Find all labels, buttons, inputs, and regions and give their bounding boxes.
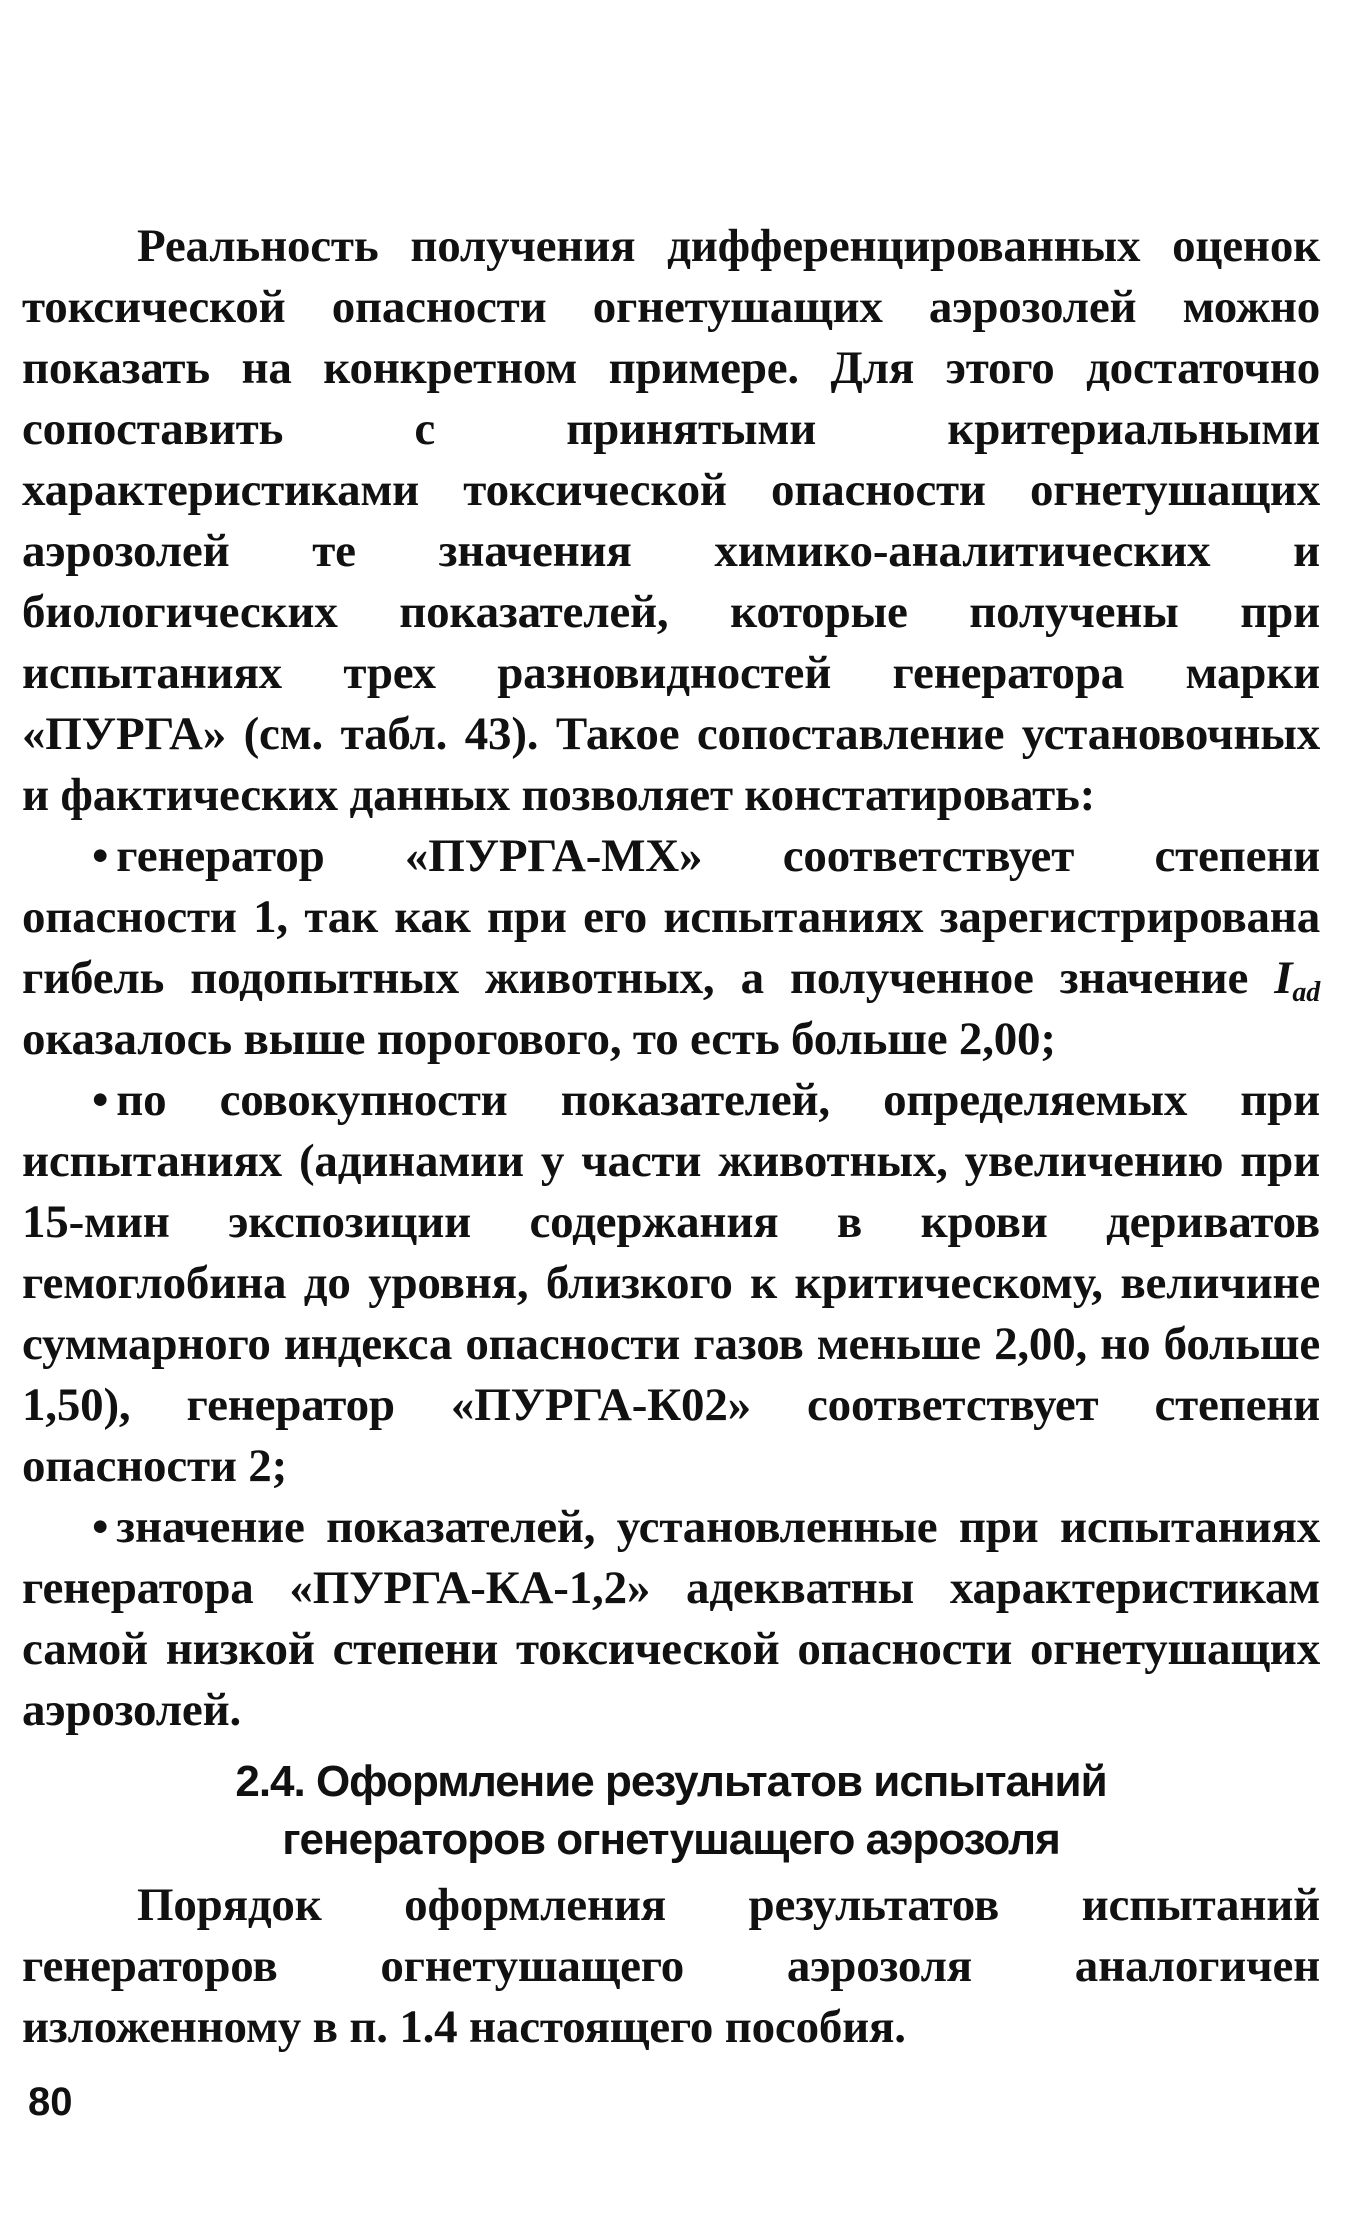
- bullet-dot: •: [92, 1074, 109, 1126]
- bullet-3-text: значение показателей, установленные при испытаниях генератора «ПУРГА-КА-1,2» адекватны характеристикам самой низкой степени токсической опасности огнетушащих аэрозолей.: [22, 1501, 1320, 1736]
- bullet-item-1: [22, 826, 1320, 1070]
- bullet-1-text-before: генератор «ПУРГА-МХ» соответствует степени опасности 1, так как при его испытаниях зарегистрирована гибель подопытных животных, а полученное значение: [22, 830, 1320, 1004]
- bullet-2-text: по совокупности показателей, определяемых при испытаниях (адинамии у части животных, увеличению при 15-мин экспозиции содержания в крови дериватов гемоглобина до уровня, близкого к критическому, величине суммарного индекса опасности газов меньше 2,00, но больше 1,50), генератор «ПУРГА-К02» соответствует степени опасности 2;: [22, 1074, 1320, 1492]
- page-content: [22, 216, 1320, 2058]
- bullet-dot: •: [92, 830, 109, 882]
- bullet-dot: •: [92, 1501, 109, 1553]
- final-paragraph: Порядок оформления результатов испытаний генераторов огнетушащего аэрозоля аналогичен изложенному в п. 1.4 настоящего пособия.: [22, 1879, 1320, 2053]
- page-number: 80: [28, 2080, 73, 2124]
- bullet-item-3: [22, 1497, 1320, 1741]
- index-symbol: I: [1274, 952, 1293, 1004]
- bullet-1-text-after: оказалось выше порогового, то есть больше 2,00;: [22, 1013, 1056, 1065]
- intro-paragraph: Реальность получения дифференцированных оценок токсической опасности огнетушащих аэрозолей можно показать на конкретном примере. Для этого достаточно сопоставить с принятыми критериальными характеристиками токсической опасности огнетушащих аэрозолей те значения химико-аналитических и биологических показателей, которые получены при испытаниях трех разновидностей генератора марки «ПУРГА» (см. табл. 43). Такое сопоставление установочных и фактических данных позволяет констатировать:: [22, 220, 1320, 821]
- bullet-item-2: [22, 1070, 1320, 1497]
- section-heading-line-1: 2.4. Оформление результатов испытаний: [235, 1757, 1107, 1806]
- index-subscript: ad: [1292, 977, 1320, 1008]
- section-heading-line-2: генераторов огнетушащего аэрозоля: [282, 1815, 1060, 1864]
- section-heading: [22, 1741, 1320, 1875]
